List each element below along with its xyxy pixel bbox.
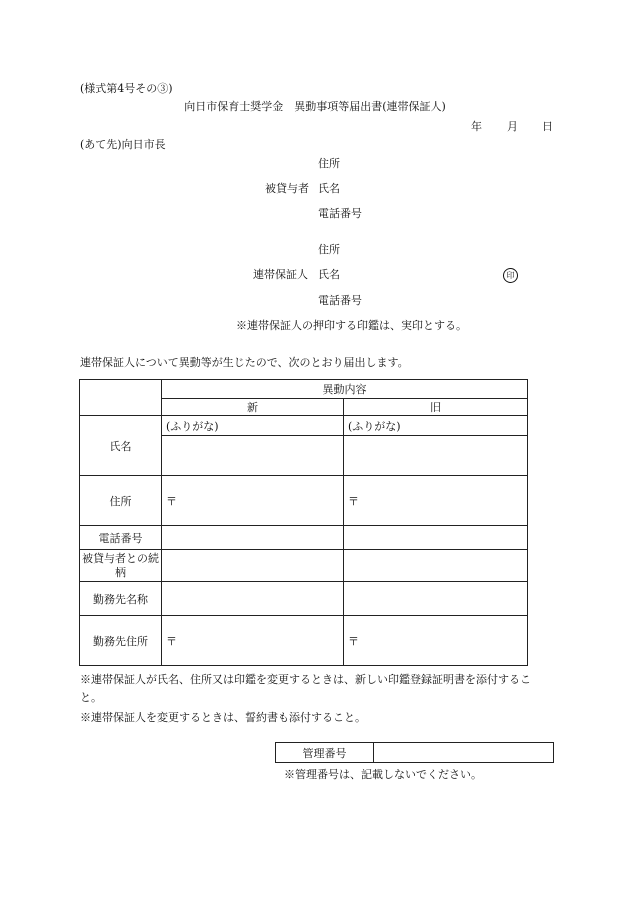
table-header-change: 異動内容 <box>162 380 528 399</box>
new-employer-address-cell[interactable] <box>162 616 344 666</box>
borrower-label: 被貸与者 <box>265 182 309 195</box>
date-month-label: 月 <box>507 120 518 133</box>
row-label-name: 氏名 <box>80 416 162 476</box>
new-address-cell[interactable] <box>162 476 344 526</box>
old-furigana-cell[interactable] <box>344 416 528 436</box>
new-name-cell[interactable] <box>162 436 344 476</box>
change-details-table <box>79 379 528 666</box>
management-number-table <box>275 742 554 763</box>
postal-mark: 〒 <box>166 494 177 508</box>
table-corner-cell <box>80 380 162 416</box>
seal-note: ※連帯保証人の押印する印鑑は、実印とする。 <box>236 319 467 332</box>
management-number-field[interactable] <box>374 743 554 763</box>
postal-mark: 〒 <box>348 634 359 648</box>
old-relation-cell[interactable] <box>344 550 528 582</box>
addressee: (あて先)向日市長 <box>80 138 166 151</box>
management-number-label: 管理番号 <box>276 743 374 763</box>
old-phone-cell[interactable] <box>344 526 528 550</box>
old-name-cell[interactable] <box>344 436 528 476</box>
date-year-label: 年 <box>471 120 482 133</box>
note-seal-certificate: ※連帯保証人が氏名、住所又は印鑑を変更するときは、新しい印鑑登録証明書を添付すること。 <box>80 673 531 704</box>
intro-text: 連帯保証人について異動等が生じたので、次のとおり届出します。 <box>80 356 409 369</box>
row-label-phone: 電話番号 <box>80 526 162 550</box>
row-label-address: 住所 <box>80 476 162 526</box>
row-label-relation: 被貸与者との続柄 <box>80 550 162 582</box>
borrower-name-label: 氏名 <box>318 182 340 195</box>
management-number-note: ※管理番号は、記載しないでください。 <box>284 768 482 781</box>
postal-mark: 〒 <box>166 634 177 648</box>
borrower-address-label: 住所 <box>318 157 340 170</box>
new-furigana-cell[interactable] <box>162 416 344 436</box>
guarantor-phone-label: 電話番号 <box>318 294 362 307</box>
note-pledge: ※連帯保証人を変更するときは、誓約書も添付すること。 <box>80 711 366 724</box>
table-header-new: 新 <box>162 399 344 416</box>
seal-mark-icon: 印 <box>503 268 518 283</box>
furigana-label: (ふりがな) <box>348 419 401 433</box>
guarantor-address-label: 住所 <box>318 243 340 256</box>
form-number-label: (様式第4号その③) <box>80 82 173 95</box>
guarantor-name-label: 氏名 <box>318 268 340 281</box>
old-address-cell[interactable] <box>344 476 528 526</box>
row-label-employer-address: 勤務先住所 <box>80 616 162 666</box>
guarantor-label: 連帯保証人 <box>253 268 308 281</box>
postal-mark: 〒 <box>348 494 359 508</box>
old-employer-cell[interactable] <box>344 582 528 616</box>
new-phone-cell[interactable] <box>162 526 344 550</box>
date-day-label: 日 <box>542 120 553 133</box>
new-employer-cell[interactable] <box>162 582 344 616</box>
document-title: 向日市保育士奨学金 異動事項等届出書(連帯保証人) <box>184 100 446 113</box>
borrower-phone-label: 電話番号 <box>318 207 362 220</box>
new-relation-cell[interactable] <box>162 550 344 582</box>
furigana-label: (ふりがな) <box>166 419 219 433</box>
old-employer-address-cell[interactable] <box>344 616 528 666</box>
table-header-old: 旧 <box>344 399 528 416</box>
row-label-employer: 勤務先名称 <box>80 582 162 616</box>
